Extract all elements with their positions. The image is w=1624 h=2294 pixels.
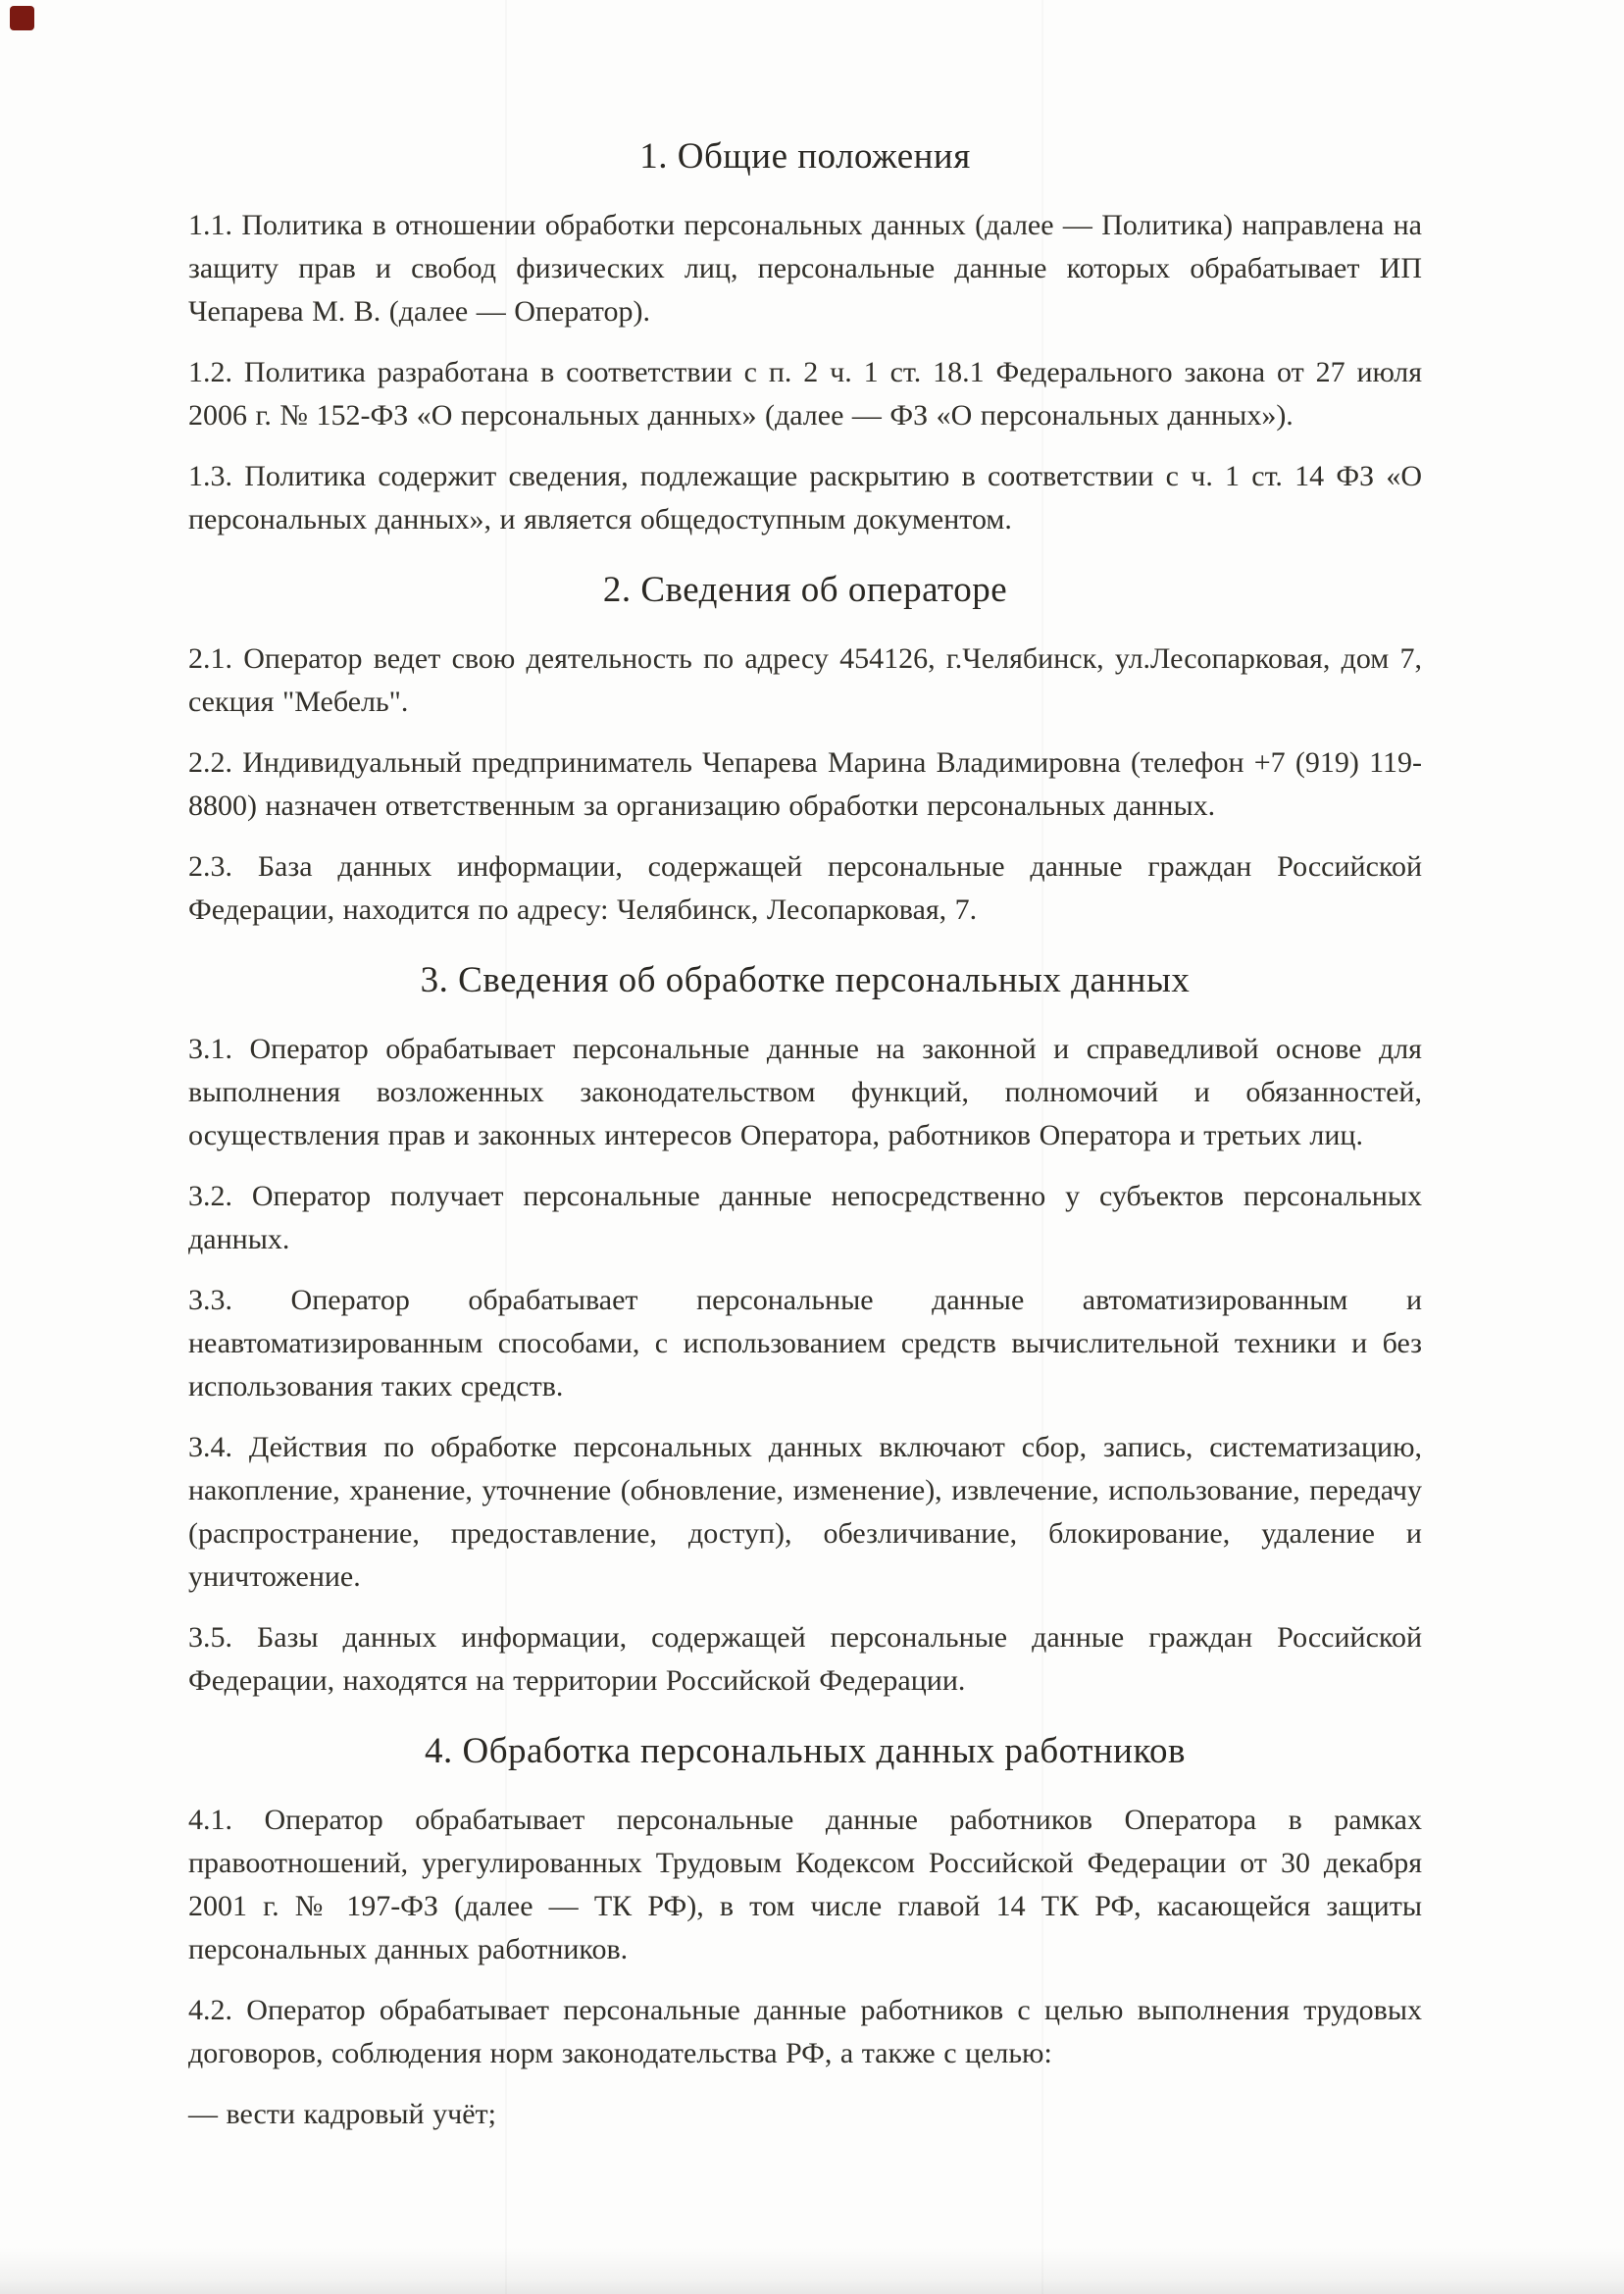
list-item-dash: — вести кадровый учёт;	[188, 2098, 496, 2130]
paragraph: 2.1. Оператор ведет свою деятельность по адресу 454126, г.Челябинск, ул.Лесопарковая, дом 7, секция "Мебель".	[188, 642, 1422, 718]
scan-corner-mark	[10, 6, 34, 30]
paragraph: 4.2. Оператор обрабатывает персональные данные работников с целью выполнения трудовых договоров, соблюдения норм законодательства РФ, а также с целью:	[188, 1994, 1422, 2069]
paragraph: 3.5. Базы данных информации, содержащей персональные данные граждан Российской Федерации, находятся на территории Российской Федерации.	[188, 1621, 1422, 1697]
paragraph: 3.2. Оператор получает персональные данные непосредственно у субъектов персональных данных.	[188, 1180, 1422, 1255]
section-heading: 2. Сведения об операторе	[602, 570, 1008, 610]
paragraph: 1.2. Политика разработана в соответствии с п. 2 ч. 1 ст. 18.1 Федерального закона от 27 июля 2006 г. № 152-ФЗ «О персональных данных» (далее — ФЗ «О персональных данных»).	[188, 356, 1422, 432]
paragraph: 3.4. Действия по обработке персональных данных включают сбор, запись, систематизацию, накопление, хранение, уточнение (обновление, изменение), извлечение, использование, передачу (распространение, предоставление, доступ), обезличивание, блокирование, удаление и уничтожение.	[188, 1431, 1422, 1593]
section-heading: 3. Сведения об обработке персональных данных	[420, 960, 1191, 1000]
section-employee-data	[188, 1728, 1422, 2136]
section-general-provisions	[188, 133, 1422, 541]
paragraph: 2.2. Индивидуальный предприниматель Чепарева Марина Владимировна (телефон +7 (919) 119-8800) назначен ответственным за организацию обработки персональных данных.	[188, 746, 1422, 822]
section-heading: 1. Общие положения	[639, 136, 971, 177]
paragraph: 4.1. Оператор обрабатывает персональные данные работников Оператора в рамках правоотношений, урегулированных Трудовым Кодексом Российской Федерации от 30 декабря 2001 г. № 197-ФЗ (далее — ТК РФ), в том числе главой 14 ТК РФ, касающейся защиты персональных данных работников.	[188, 1804, 1422, 1965]
paragraph: 2.3. База данных информации, содержащей персональные данные граждан Российской Федерации, находится по адресу: Челябинск, Лесопарковая, 7.	[188, 850, 1422, 926]
paragraph: 3.3. Оператор обрабатывает персональные данные автоматизированным и неавтоматизированным способами, с использованием средств вычислительной техники и без использования таких средств.	[188, 1284, 1422, 1402]
section-heading: 4. Обработка персональных данных работников	[424, 1731, 1187, 1771]
section-processing-info	[188, 957, 1422, 1703]
paragraph: 1.1. Политика в отношении обработки персональных данных (далее — Политика) направлена на защиту прав и свобод физических лиц, персональные данные которых обрабатывает ИП Чепарева М. В. (далее — Оператор).	[188, 209, 1422, 328]
section-operator-info	[188, 567, 1422, 932]
paragraph: 3.1. Оператор обрабатывает персональные данные на законной и справедливой основе для выполнения возложенных законодательством функций, полномочий и обязанностей, осуществления прав и законных интересов Оператора, работников Оператора и третьих лиц.	[188, 1033, 1422, 1151]
scan-bottom-shadow	[0, 2247, 1624, 2294]
paragraph: 1.3. Политика содержит сведения, подлежащие раскрытию в соответствии с ч. 1 ст. 14 ФЗ «О персональных данных», и является общедоступным документом.	[188, 460, 1422, 535]
